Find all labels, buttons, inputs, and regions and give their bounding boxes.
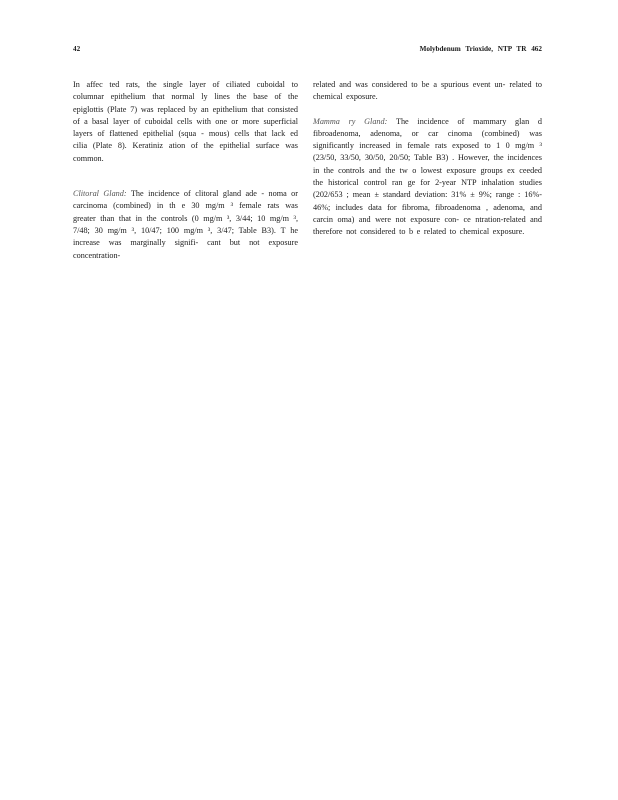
clitoral-gland-body: The incidence of clitoral gland ade - noma or carcinoma (combined) in th e 30 mg/m ³ female rats was greater than that in the controls (0 mg/m ³, 3/44; 10 mg/m ³, 7/48; 30 mg/m ³, 10/47; 100 mg/m ³, 3/47; Table B3). T he increase was marginally signifi- cant but not exposure concentration- — [73, 189, 298, 260]
page-number: 42 — [73, 45, 81, 53]
mammary-gland-paragraph — [313, 116, 542, 239]
clitoral-gland-paragraph — [73, 188, 298, 262]
mammary-gland-heading: Mamma ry Gland: — [313, 116, 388, 126]
clitoral-gland-heading: Clitoral Gland: — [73, 189, 127, 199]
page-header — [73, 45, 542, 57]
right-column — [313, 79, 542, 262]
running-title: Molybdenum Trioxide, NTP TR 462 — [419, 45, 542, 53]
continuation-paragraph: related and was considered to be a spurious event un- related to chemical exposure. — [313, 80, 542, 102]
left-column — [73, 79, 298, 285]
mammary-gland-body: The incidence of mammary glan d fibroadenoma, adenoma, or car cinoma (combined) was significantly increased in female rats exposed to 1 0 mg/m ³ (23/50, 33/50, 30/50, 20/50; Table B3) . However, the incidences in the controls and the tw o lowest exposure groups ex ceeded the historical control ran ge for 2-year NTP inhalation studies (202/653 ; mean ± standard deviation: 31% ± 9%; range : 16%- 46%; includes data for fibroma, fibroadenoma , adenoma, and carcin oma) and were not exposure con- ce ntration-related and therefore not considered to b e related to chemical exposure. — [313, 116, 542, 237]
epiglottis-paragraph: In affec ted rats, the single layer of ciliated cuboidal to columnar epithelium that normal ly lines the base of the epiglottis (Plate 7) was replaced by an epithelium that consisted of a basal layer of cuboidal cells with one or more superficial layers of flattened epithelial (squa - mous) cells that lack ed cilia (Plate 8). Keratiniz ation of the epithelial surface was common. — [73, 80, 298, 163]
